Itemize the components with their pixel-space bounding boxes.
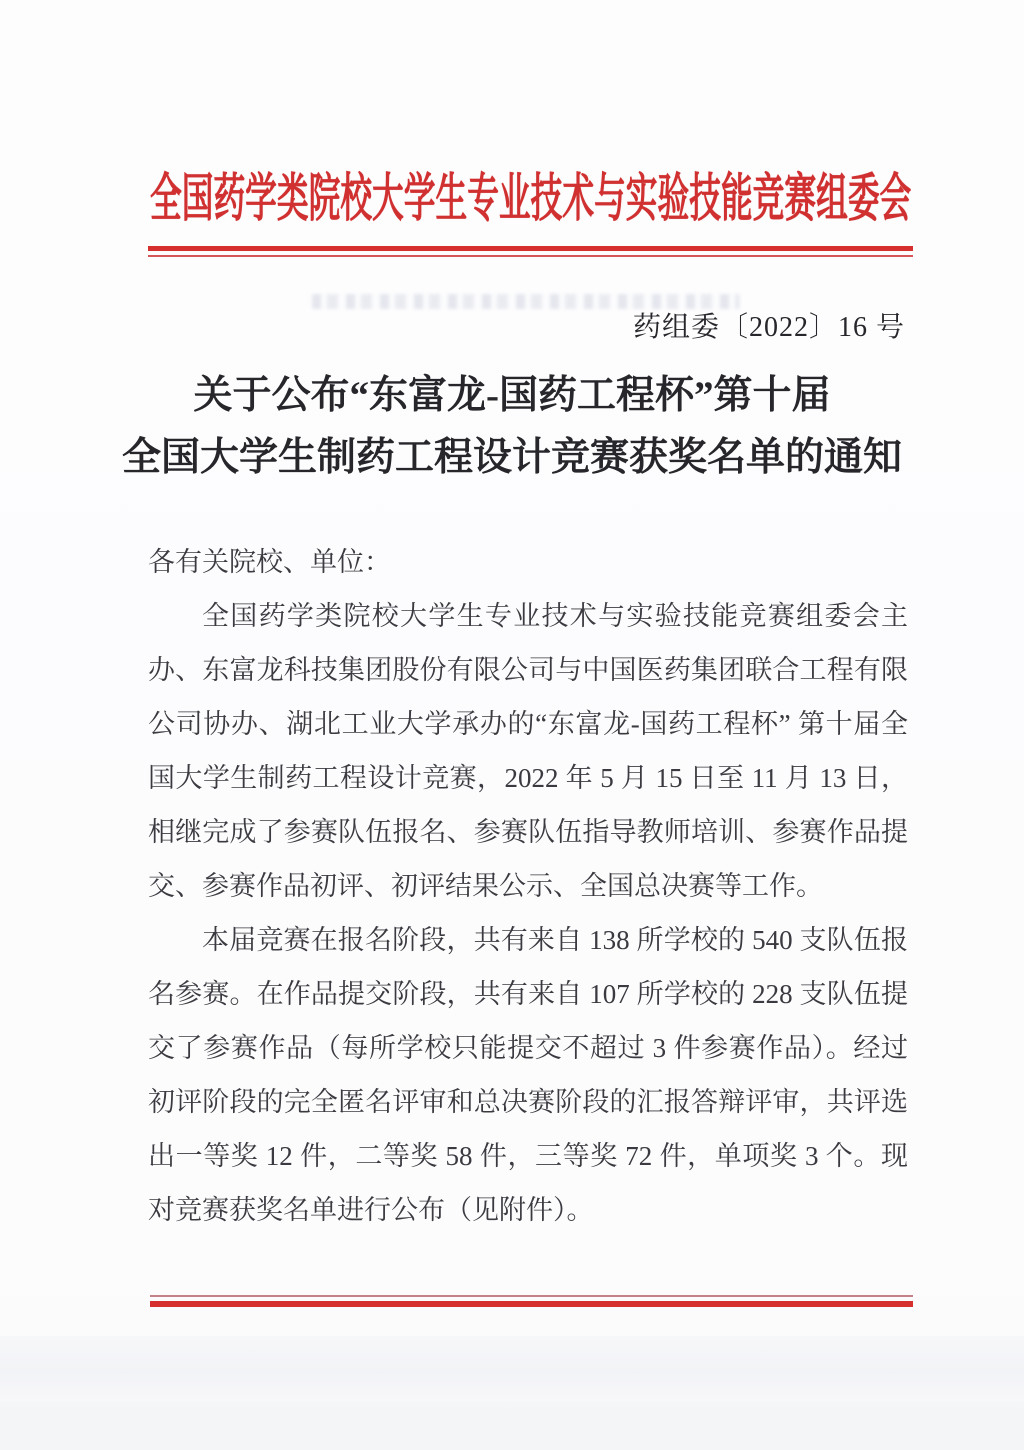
notice-title-line1: 关于公布“东富龙-国药工程杯”第十届 xyxy=(193,374,831,417)
body-line: 名参赛。在作品提交阶段，共有来自 107 所学校的 228 支队伍提 xyxy=(148,979,908,1009)
body-line: 国大学生制药工程设计竞赛，2022 年 5 月 15 日至 11 月 13 日， xyxy=(148,763,908,793)
body-line: 办、东富龙科技集团股份有限公司与中国医药集团联合工程有限 xyxy=(148,655,908,685)
scan-shadow-band xyxy=(0,1336,1024,1402)
body-line: 交、参赛作品初评、初评结果公示、全国总决赛等工作。 xyxy=(148,871,823,901)
scan-bottom-shade xyxy=(0,1402,1024,1450)
body-paragraph xyxy=(148,589,908,913)
body-line: 出一等奖 12 件，二等奖 58 件，三等奖 72 件，单项奖 3 个。现 xyxy=(148,1141,908,1171)
salutation: 各有关院校、单位： xyxy=(148,547,391,577)
top-rule-thick xyxy=(148,246,913,251)
red-header xyxy=(150,156,914,228)
body-line: 全国药学类院校大学生专业技术与实验技能竞赛组委会主 xyxy=(202,601,908,631)
body-line: 相继完成了参赛队伍报名、参赛队伍指导教师培训、参赛作品提 xyxy=(148,817,908,847)
document-number: 药组委〔2022〕16 号 xyxy=(632,312,905,343)
body-paragraph xyxy=(148,913,908,1237)
body-text xyxy=(148,535,908,1237)
body-line: 本届竞赛在报名阶段，共有来自 138 所学校的 540 支队伍报 xyxy=(202,925,908,955)
body-paragraphs xyxy=(148,589,908,1237)
notice-title xyxy=(116,365,908,489)
organization-name: 全国药学类院校大学生专业技术与实验技能竞赛组委会 xyxy=(150,171,912,228)
top-rule-thin xyxy=(148,255,913,257)
body-line: 对竞赛获奖名单进行公布（见附件）。 xyxy=(148,1195,594,1225)
body-line: 初评阶段的完全匿名评审和总决赛阶段的汇报答辩评审，共评选 xyxy=(148,1087,908,1117)
notice-title-line2: 全国大学生制药工程设计竞赛获奖名单的通知 xyxy=(121,436,902,479)
body-line: 交了参赛作品（每所学校只能提交不超过 3 件参赛作品）。经过 xyxy=(148,1033,908,1063)
bottom-rule-thin xyxy=(150,1295,913,1297)
body-line: 公司协办、湖北工业大学承办的“东富龙-国药工程杯” 第十届全 xyxy=(148,709,908,739)
bottom-rule-thick xyxy=(150,1301,913,1307)
